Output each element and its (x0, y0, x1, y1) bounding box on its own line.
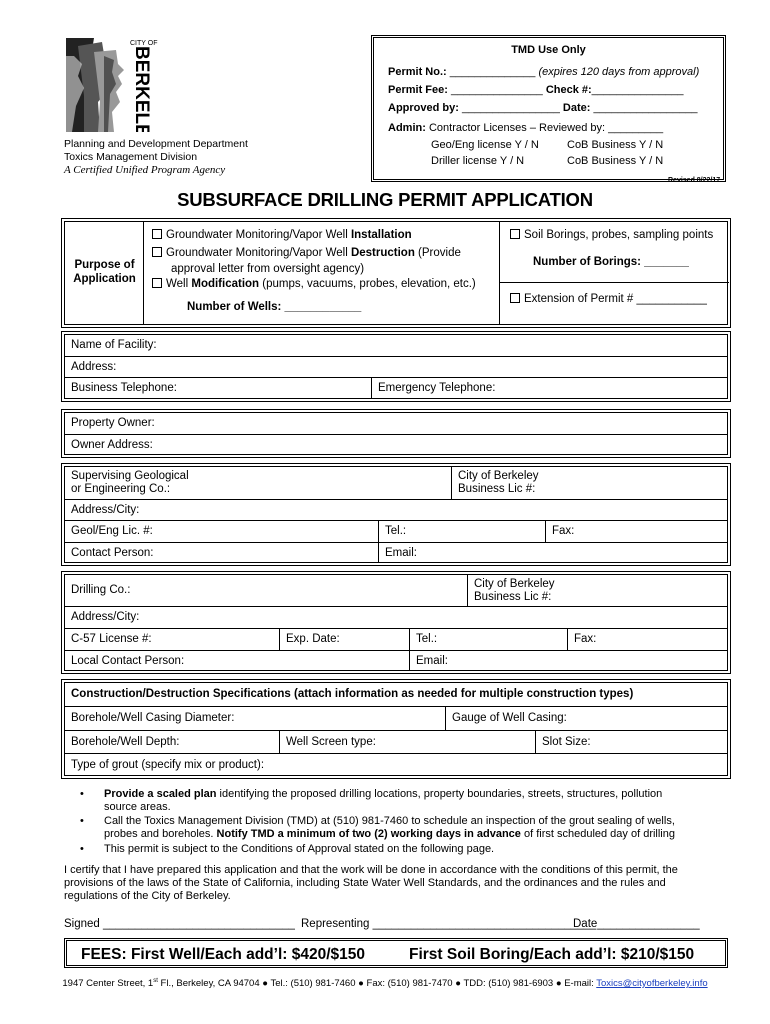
number-of-wells-field[interactable]: Number of Wells: ____________ (187, 301, 362, 313)
revised-date: Revised 8/22/17 (668, 177, 721, 184)
department-block (64, 138, 248, 177)
driller-license-check[interactable]: Driller license Y / N (431, 155, 525, 167)
fees-first-well: FEES: First Well/Each add’l: $420/$150 (81, 946, 365, 963)
casing-diameter-field[interactable]: Borehole/Well Casing Diameter: (71, 712, 235, 724)
bullet-call-tmd-text (104, 815, 724, 841)
scaled-plan-bold: Provide a scaled plan (104, 788, 217, 800)
cob-business-check-1[interactable]: CoB Business Y / N (567, 139, 664, 151)
drilling-address-field[interactable]: Address/City: (71, 611, 140, 623)
option-soil-borings[interactable] (510, 229, 713, 241)
geo-cob-label-2: Business Lic #: (458, 483, 536, 495)
grout-row (65, 753, 727, 776)
extension-label: Extension of Permit # ___________ (524, 293, 707, 305)
geo-tel-field[interactable]: Tel.: (378, 521, 545, 542)
well-screen-field[interactable]: Well Screen type: (279, 731, 535, 753)
certification-statement (64, 864, 728, 903)
representing-field[interactable]: Representing ___________________________________ (301, 918, 597, 930)
scaled-plan-rest: identifying the proposed drilling locations, property boundaries, streets, structures, pollution (216, 788, 663, 800)
permit-no-line (388, 66, 699, 78)
approved-by-label: Approved by: (388, 102, 459, 114)
permit-fee-label: Permit Fee: (388, 84, 448, 96)
bullet-scaled-plan-text (104, 788, 724, 814)
supervising-co-field[interactable] (65, 467, 451, 499)
modification-bold: Modification (191, 278, 260, 290)
supervising-label-2: or Engineering Co.: (71, 483, 171, 495)
form-title: SUBSURFACE DRILLING PERMIT APPLICATION (177, 189, 593, 210)
slot-size-field[interactable]: Slot Size: (535, 731, 727, 753)
permit-fee-field[interactable]: _______________ (450, 84, 543, 96)
drilling-contact-row (65, 650, 727, 671)
bullet-dot: • (80, 843, 84, 855)
drilling-tel-field[interactable]: Tel.: (409, 629, 567, 650)
call-tmd-bold: Notify TMD a minimum of two (2) working days in advance (216, 828, 521, 840)
c57-license-field[interactable]: C-57 License #: (71, 633, 152, 645)
cob-business-check-2[interactable]: CoB Business Y / N (567, 155, 664, 167)
destruction-post: (Provide (414, 247, 461, 259)
grout-type-field[interactable]: Type of grout (specify mix or product): (71, 758, 265, 771)
facility-address-row (65, 356, 727, 377)
scaled-plan-cont: source areas. (104, 801, 171, 813)
facility-name-row (65, 335, 727, 356)
city-of-berkeley-logo (64, 36, 158, 132)
geo-eng-license-check[interactable]: Geo/Eng license Y / N (431, 139, 539, 151)
call-tmd-pre: probes and boreholes. (104, 828, 217, 840)
depth-row (65, 730, 727, 753)
installation-checkbox[interactable] (152, 229, 162, 239)
drilling-co-field[interactable]: Drilling Co.: (71, 584, 131, 596)
number-of-borings-field[interactable]: Number of Borings: _______ (533, 256, 689, 268)
approved-by-field[interactable]: ________________ (461, 102, 560, 114)
check-field[interactable]: _______________ (591, 84, 684, 96)
tmd-date-label: Date: (562, 102, 591, 114)
logo-small-text: CITY OF (130, 40, 158, 47)
purpose-label-line1: Purpose of (74, 259, 135, 271)
supervising-row (65, 467, 727, 499)
department-name: Planning and Development Department (64, 138, 248, 150)
purpose-divider (500, 282, 729, 283)
exp-date-field[interactable]: Exp. Date: (279, 629, 409, 650)
admin-text: Contractor Licenses – Reviewed by: _________ (428, 122, 664, 134)
geo-eng-lic-field[interactable]: Geol/Eng Lic. #: (71, 525, 153, 537)
tmd-box-title: TMD Use Only (511, 44, 586, 56)
modification-checkbox[interactable] (152, 278, 162, 288)
permit-no-label: Permit No.: (388, 66, 447, 78)
modification-label: Well (166, 278, 192, 290)
fees-soil-boring: First Soil Boring/Each add’l: $210/$150 (409, 946, 695, 963)
purpose-label-line2: Application (73, 273, 136, 285)
certify-line3: regulations of the City of Berkeley. (64, 890, 231, 902)
soil-borings-checkbox[interactable] (510, 229, 520, 239)
specifications-section (64, 682, 728, 776)
geo-cob-label-1: City of Berkeley (458, 470, 539, 482)
geo-contact-row (65, 542, 727, 563)
option-destruction[interactable] (152, 247, 461, 259)
call-tmd-post: of first scheduled day of drilling (520, 828, 675, 840)
drilling-section (64, 574, 728, 671)
supervising-label-1: Supervising Geological (71, 470, 189, 482)
emergency-telephone-field[interactable]: Emergency Telephone: (371, 378, 727, 398)
drilling-fax-field[interactable]: Fax: (567, 629, 727, 650)
soil-borings-label: Soil Borings, probes, sampling points (524, 229, 714, 241)
check-label: Check #: (545, 84, 592, 96)
geo-address-field[interactable]: Address/City: (71, 503, 140, 516)
soil-borings-cell (499, 222, 729, 324)
permit-no-field[interactable]: ______________ (449, 66, 536, 78)
bullet-dot: • (80, 788, 84, 800)
facility-phone-row (65, 377, 727, 398)
geo-cob-license-field[interactable] (451, 467, 727, 499)
fees-box (64, 938, 728, 968)
drilling-cob-label-1: City of Berkeley (474, 577, 555, 590)
facility-section (64, 334, 728, 399)
signature-field[interactable]: Signed ______________________________ (64, 918, 295, 930)
certify-line2: provisions of the laws of the State of California, including State Water Well Standards, and the ordinances and the rules and (64, 877, 666, 889)
destruction-checkbox[interactable] (152, 247, 162, 257)
business-telephone-field[interactable]: Business Telephone: (71, 381, 177, 394)
footer-contact (0, 978, 770, 989)
owner-address-row (65, 434, 727, 455)
property-owner-row (65, 413, 727, 434)
certify-line1: I certify that I have prepared this application and that the work will be done in accordance with the conditions of this permit, the (64, 864, 678, 876)
tmd-date-field[interactable]: _________________ (593, 102, 698, 114)
drilling-email-field[interactable]: Email: (409, 651, 727, 671)
property-owner-field[interactable]: Property Owner: (71, 417, 155, 429)
facility-address-field[interactable]: Address: (71, 360, 117, 373)
local-contact-person-field[interactable]: Local Contact Person: (71, 654, 185, 667)
installation-bold: Installation (350, 229, 412, 241)
destruction-continuation: approval letter from oversight agency) (171, 263, 365, 275)
destruction-label: Groundwater Monitoring/Vapor Well (166, 247, 351, 259)
admin-label: Admin: (388, 122, 426, 134)
diameter-row (65, 706, 727, 730)
geological-section (64, 466, 728, 563)
purpose-label (65, 258, 144, 286)
division-name: Toxics Management Division (64, 151, 198, 163)
drilling-license-row (65, 628, 727, 650)
drilling-co-row (65, 575, 727, 606)
call-tmd-line1: Call the Toxics Management Division (TMD) at (510) 981-7460 to schedule an inspection of the grout sealing of wells, (104, 815, 675, 827)
option-extension[interactable] (510, 293, 707, 305)
geo-address-row (65, 499, 727, 520)
drilling-address-row (65, 606, 727, 628)
option-modification[interactable] (152, 278, 476, 290)
modification-post: (pumps, vacuums, probes, elevation, etc.) (259, 278, 476, 290)
specs-header-row (65, 683, 727, 706)
logo-big-text: BERKELEY (131, 46, 152, 132)
footer-contacts: Fl., Berkeley, CA 94704 ● Tel.: (510) 981-7460 ● Fax: (510) 981-7470 ● TDD: (510) 981-6903 ● E-mail: (157, 978, 597, 990)
footer-email-link[interactable]: Toxics@cityofberkeley.info (596, 978, 708, 990)
geo-license-row (65, 520, 727, 542)
purpose-section (64, 221, 728, 325)
installation-label: Groundwater Monitoring/Vapor Well (166, 229, 351, 241)
casing-gauge-field[interactable]: Gauge of Well Casing: (445, 707, 727, 730)
geo-contact-person-field[interactable]: Contact Person: (71, 546, 154, 559)
geo-fax-field[interactable]: Fax: (545, 521, 727, 542)
geo-email-field[interactable]: Email: (378, 543, 727, 563)
specs-header: Construction/Destruction Specifications (attach information as needed for multiple construction types) (71, 688, 634, 700)
drilling-cob-license-field[interactable] (467, 575, 727, 606)
tmd-use-only-box (371, 35, 726, 182)
footer-address: 1947 Center Street, 1 (62, 978, 154, 990)
extension-checkbox[interactable] (510, 293, 520, 303)
option-installation[interactable] (152, 229, 412, 241)
bullet-dot: • (80, 815, 84, 827)
drilling-cob-label-2: Business Lic #: (474, 590, 552, 603)
permit-expires-note: (expires 120 days from approval) (538, 66, 700, 78)
admin-line (388, 122, 663, 134)
owner-address-field[interactable]: Owner Address: (71, 438, 153, 451)
conditions-text: This permit is subject to the Conditions of Approval stated on the following page. (104, 843, 495, 855)
agency-tagline: A Certified Unified Program Agency (64, 164, 226, 176)
well-depth-field[interactable]: Borehole/Well Depth: (71, 735, 180, 748)
permit-fee-line (388, 84, 683, 96)
destruction-bold: Destruction (350, 247, 415, 259)
facility-name-field[interactable]: Name of Facility: (71, 339, 157, 351)
footer-sup: st (153, 978, 158, 984)
owner-section (64, 412, 728, 455)
approved-line (388, 102, 698, 114)
signature-date-field[interactable]: Date________________ (573, 918, 700, 930)
purpose-label-cell (65, 222, 144, 324)
